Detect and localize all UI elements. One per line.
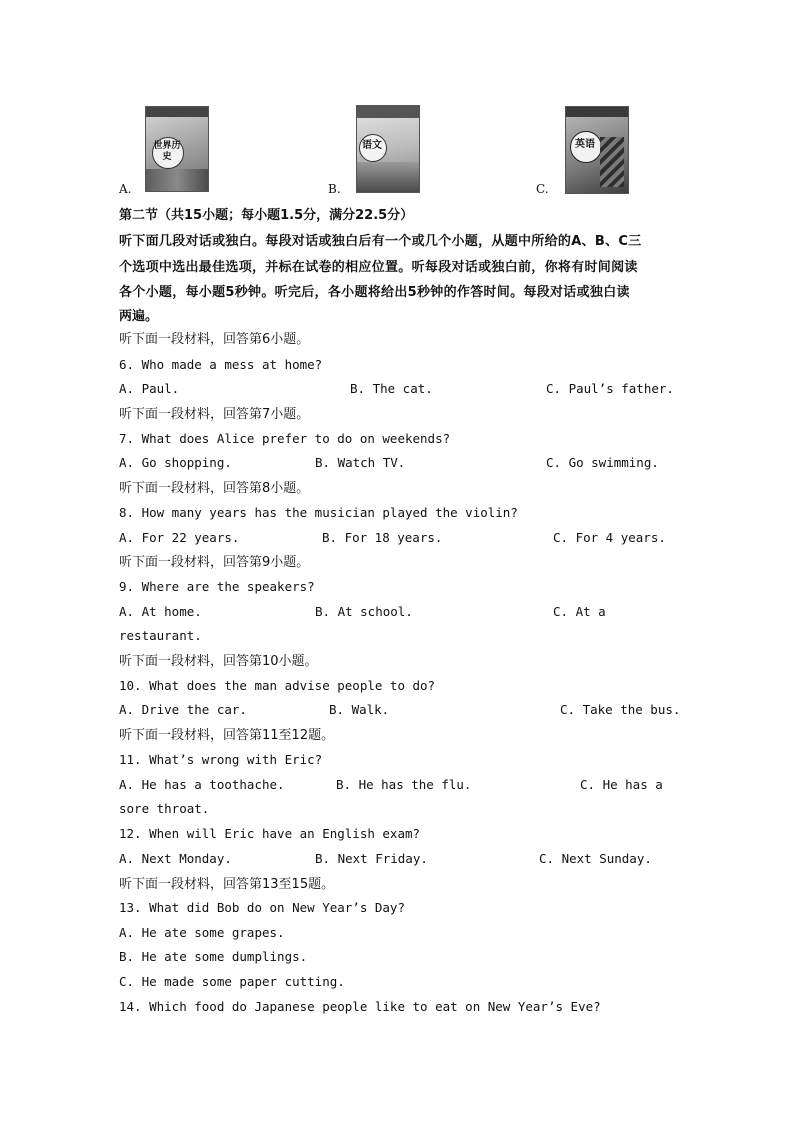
q13-option-c: C. He made some paper cutting.: [119, 974, 345, 989]
q6-option-b: B. The cat.: [350, 381, 433, 396]
option-c-label: C.: [536, 182, 549, 196]
q7-option-c: C. Go swimming.: [546, 455, 659, 470]
q11-option-b: B. He has the flu.: [336, 777, 472, 792]
q11-option-a: A. He has a toothache.: [119, 777, 285, 792]
q9-option-c-continued: restaurant.: [119, 628, 202, 643]
book-c-title: 英语: [575, 139, 595, 150]
q6-option-a: A. Paul.: [119, 381, 180, 396]
book-a-title: 世界历史: [153, 141, 181, 162]
q9-option-c: C. At a: [553, 604, 606, 619]
book-cover-english: [565, 106, 629, 194]
group-intro: 听下面一段材料，回答第7小题。: [119, 407, 310, 422]
question-12: 12. When will Eric have an English exam?: [119, 826, 421, 841]
q12-option-a: A. Next Monday.: [119, 851, 232, 866]
q7-option-a: A. Go shopping.: [119, 455, 232, 470]
instruction-line: 个选项中选出最佳选项，并标在试卷的相应位置。听每段对话或独白前，你将有时间阅读: [119, 260, 638, 275]
q10-option-c: C. Take the bus.: [560, 702, 681, 717]
question-13: 13. What did Bob do on New Year’s Day?: [119, 900, 405, 915]
q7-option-b: B. Watch TV.: [315, 455, 406, 470]
q8-option-b: B. For 18 years.: [322, 530, 443, 545]
group-intro: 听下面一段材料，回答第11至12题。: [119, 728, 335, 743]
instruction-line: 两遍。: [119, 309, 159, 324]
option-b-label: B.: [328, 182, 341, 196]
book-cover-world-history: [145, 106, 209, 192]
group-intro: 听下面一段材料，回答第8小题。: [119, 481, 310, 496]
question-9: 9. Where are the speakers?: [119, 579, 315, 594]
q10-option-b: B. Walk.: [329, 702, 390, 717]
group-intro: 听下面一段材料，回答第13至15题。: [119, 877, 335, 892]
group-intro: 听下面一段材料，回答第6小题。: [119, 332, 310, 347]
question-10: 10. What does the man advise people to do?: [119, 678, 436, 693]
book-b-title: 语文: [362, 140, 382, 151]
option-a-label: A.: [119, 182, 132, 196]
section-heading: 第二节（共15小题；每小题1.5分，满分22.5分）: [119, 208, 414, 223]
q9-option-a: A. At home.: [119, 604, 202, 619]
question-14: 14. Which food do Japanese people like to eat on New Year’s Eve?: [119, 999, 601, 1014]
book-cover-chinese: [356, 105, 420, 193]
q9-option-b: B. At school.: [315, 604, 413, 619]
question-6: 6. Who made a mess at home?: [119, 357, 323, 372]
group-intro: 听下面一段材料，回答第9小题。: [119, 555, 310, 570]
q8-option-c: C. For 4 years.: [553, 530, 666, 545]
q11-option-c: C. He has a: [580, 777, 663, 792]
q12-option-b: B. Next Friday.: [315, 851, 428, 866]
question-8: 8. How many years has the musician played the violin?: [119, 505, 518, 520]
instruction-line: 听下面几段对话或独白。每段对话或独白后有一个或几个小题，从题中所给的A、B、C三: [119, 234, 642, 249]
question-11: 11. What’s wrong with Eric?: [119, 752, 323, 767]
instruction-line: 各个小题，每小题5秒钟。听完后，各小题将给出5秒钟的作答时间。每段对话或独白读: [119, 285, 630, 300]
q13-option-a: A. He ate some grapes.: [119, 925, 285, 940]
q6-option-c: C. Paul’s father.: [546, 381, 674, 396]
q13-option-b: B. He ate some dumplings.: [119, 949, 308, 964]
q12-option-c: C. Next Sunday.: [539, 851, 652, 866]
q11-option-c-continued: sore throat.: [119, 801, 210, 816]
question-7: 7. What does Alice prefer to do on weekends?: [119, 431, 451, 446]
group-intro: 听下面一段材料，回答第10小题。: [119, 654, 318, 669]
q10-option-a: A. Drive the car.: [119, 702, 247, 717]
q8-option-a: A. For 22 years.: [119, 530, 240, 545]
